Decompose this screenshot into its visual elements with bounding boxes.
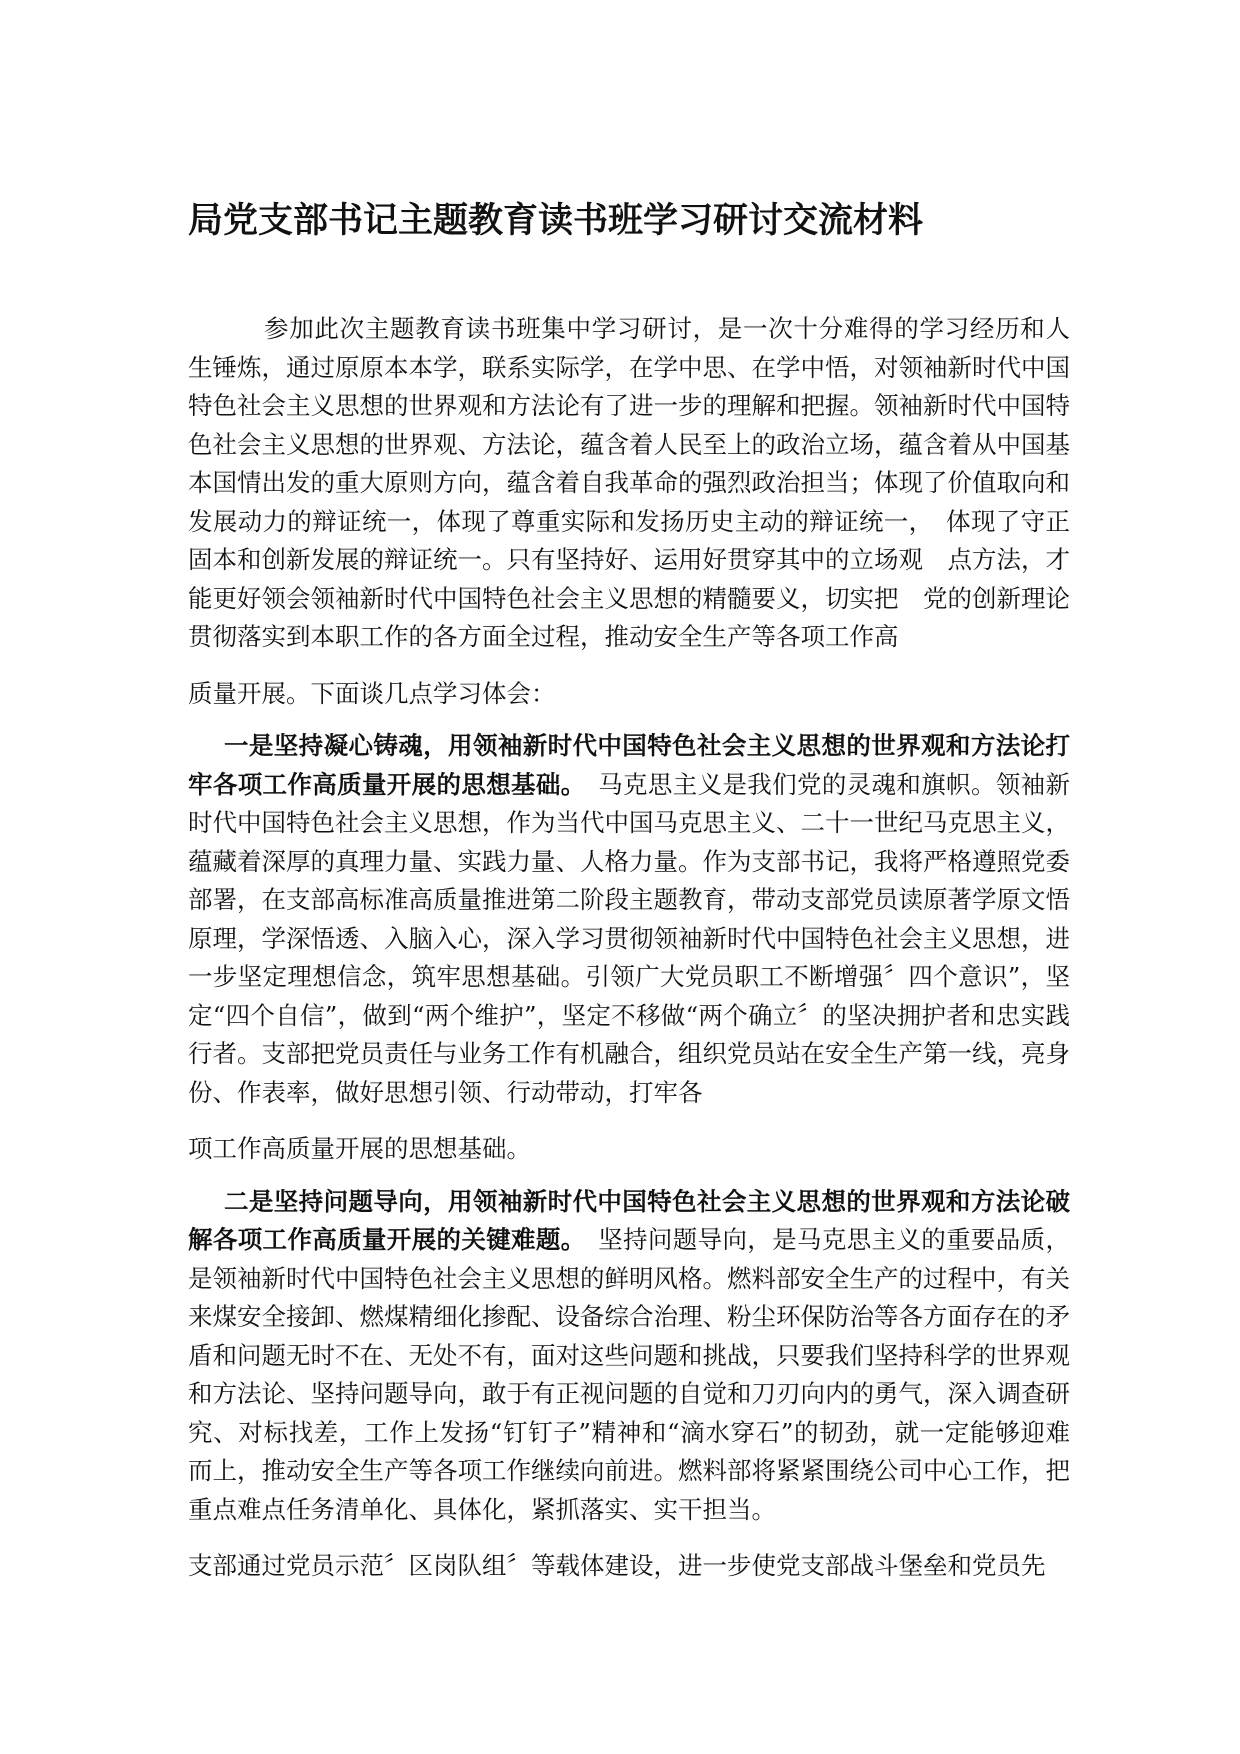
point-two-heading: 二是坚持问题导向，用领袖新时代中国特色社会主义思想的世界观和方法论破解各项工作高质量开展的关键难题。 <box>188 1186 1070 1254</box>
point-one-text: 马克思主义是我们党的灵魂和旗帜。领袖新时代中国特色社会主义思想，作为当代中国马克思主义、二十一世纪马克思主义，蕴藏着深厚的真理力量、实践力量、人格力量。作为支部书记，我将严格遵照党委部署，在支部高标准高质量推进第二阶段主题教育，带动支部党员读原著学原文悟原理，学深悟透、入脑入心，深入学习贯彻领袖新时代中国特色社会主义思想，进一步坚定理想信念，筑牢思想基础。引领广大党员职工不断增强〞四个意识”，坚定“四个自信”，做到“两个维护”，坚定不移做“两个确立〞的坚决拥护者和忠实践行者。支部把党员责任与业务工作有机融合，组织党员站在安全生产第一线，亮身份、作表率，做好思想引领、行动带动，打牢各 <box>188 769 1071 1107</box>
intro-paragraph-continuation: 质量开展。下面谈几点学习体会： <box>188 678 556 708</box>
document-body <box>188 310 1070 1586</box>
document-title: 局党支部书记主题教育读书班学习研讨交流材料 <box>188 201 924 241</box>
point-two-continuation: 支部通过党员示范〞区岗队组〞等载体建设，进一步使党支部战斗堡垒和党员先 <box>188 1551 1046 1580</box>
point-two-text: 坚持问题导向，是马克思主义的重要品质，是领袖新时代中国特色社会主义思想的鲜明风格。燃料部安全生产的过程中，有关来煤安全接卸、燃煤精细化掺配、设备综合治理、粉尘环保防治等各方面存在的矛盾和问题无时不在、无处不有，面对这些问题和挑战，只要我们坚持科学的世界观和方法论、坚持问题导向，敢于有正视问题的自觉和刀刃向内的勇气，深入调查研究、对标找差，工作上发扬“钉钉子”精神和“滴水穿石”的韧劲，就一定能够迎难而上，推动安全生产等各项工作继续向前进。燃料部将紧紧围绕公司中心工作，把重点难点任务清单化、具体化，紧抓落实、实干担当。 <box>188 1225 1071 1524</box>
point-two-paragraph <box>188 1183 1070 1530</box>
point-one-heading: 一是坚持凝心铸魂，用领袖新时代中国特色社会主义思想的世界观和方法论打牢各项工作高质量开展的思想基础。 <box>188 731 1070 799</box>
point-one-paragraph <box>188 727 1070 1112</box>
point-one-continuation: 项工作高质量开展的思想基础。 <box>188 1134 531 1163</box>
intro-paragraph: 参加此次主题教育读书班集中学习研讨，是一次十分难得的学习经历和人生锤炼，通过原原本本学，联系实际学，在学中思、在学中悟，对领袖新时代中国特色社会主义思想的世界观和方法论有了进一步的理解和把握。领袖新时代中国特色社会主义思想的世界观、方法论，蕴含着人民至上的政治立场，蕴含着从中国基本国情出发的重大原则方向，蕴含着自我革命的强烈政治担当；体现了价值取向和发展动力的辩证统一，体现了尊重实际和发扬历史主动的辩证统一， 体现了守正固本和创新发展的辩证统一。只有坚持好、运用好贯穿其中的立场观 点方法，才能更好领会领袖新时代中国特色社会主义思想的精髓要义，切实把 党的创新理论贯彻落实到本职工作的各方面全过程，推动安全生产等各项工作高 <box>188 314 1070 651</box>
